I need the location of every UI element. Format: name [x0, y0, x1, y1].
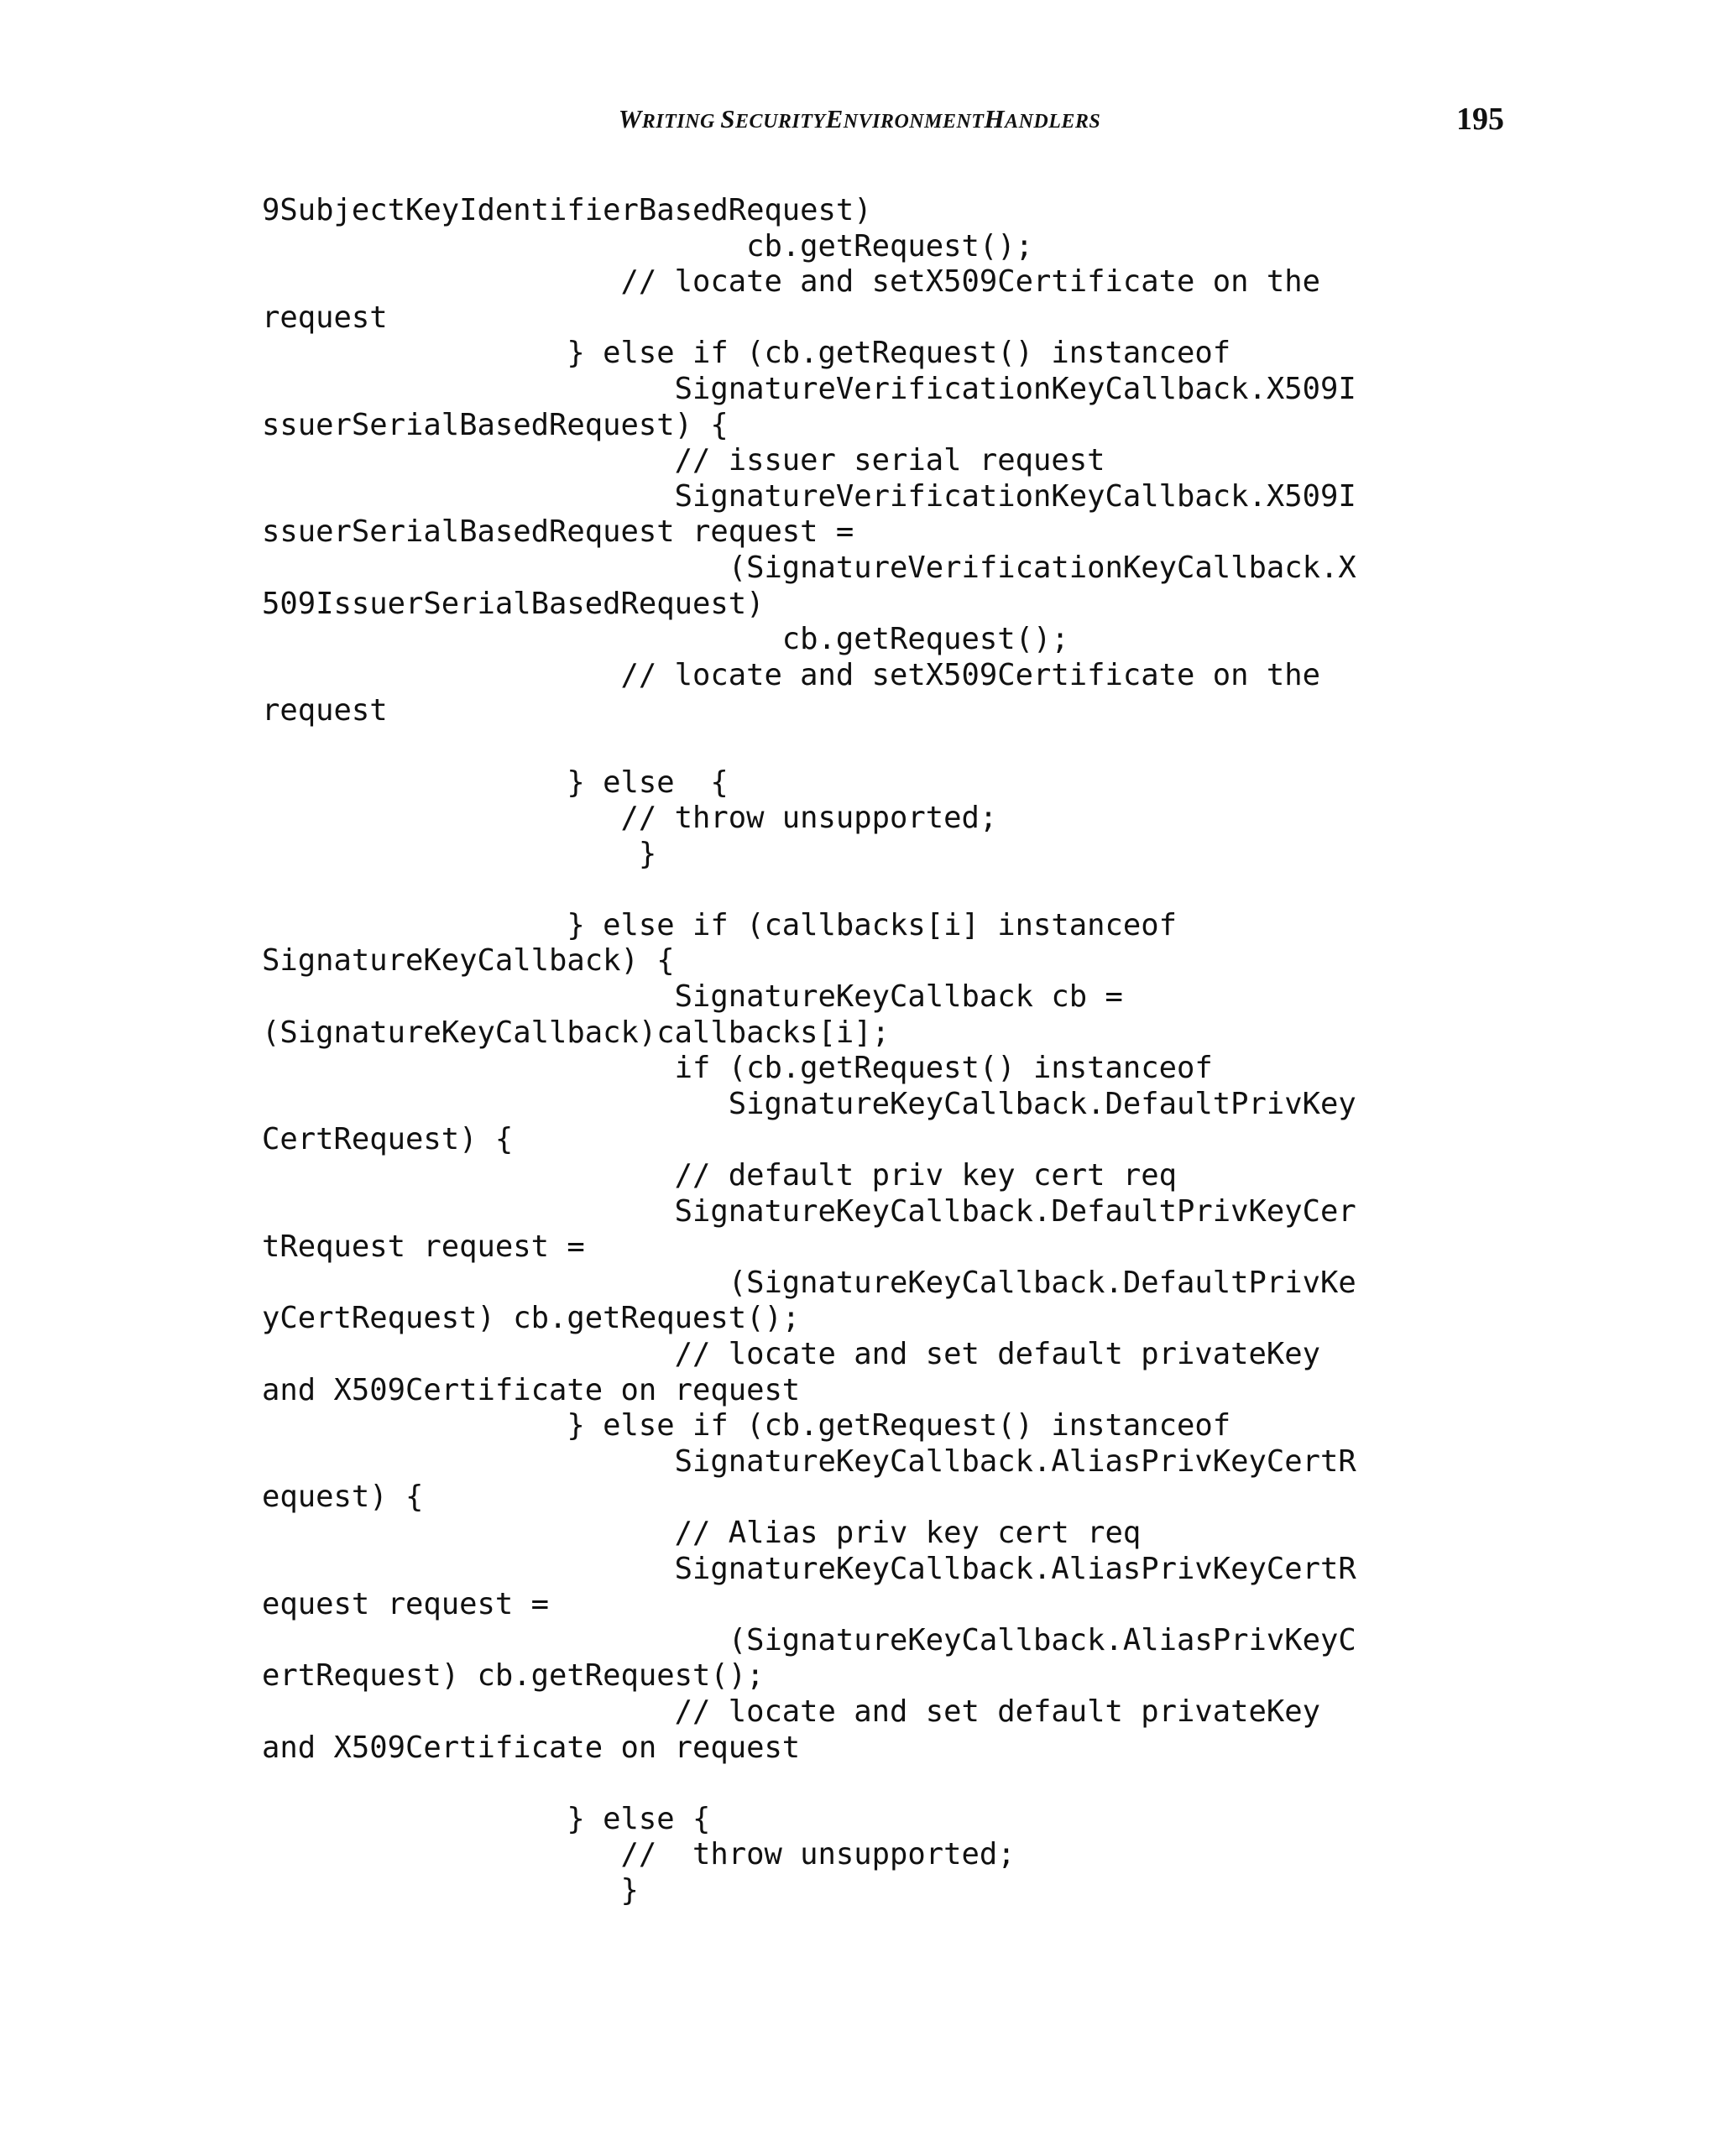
code-line: } else if (cb.getRequest() instanceof: [262, 1408, 1231, 1443]
code-line: yCertRequest) cb.getRequest();: [262, 1301, 801, 1336]
code-line: cb.getRequest();: [262, 228, 1034, 264]
code-line: [262, 872, 1471, 908]
running-head-part: S: [720, 104, 736, 133]
code-line: ssuerSerialBasedRequest request =: [262, 514, 854, 550]
code-line: (SignatureKeyCallback.DefaultPrivKe: [262, 1265, 1356, 1300]
code-line: 509IssuerSerialBasedRequest): [262, 586, 765, 621]
code-line: if (cb.getRequest() instanceof: [262, 1051, 1213, 1086]
code-line: (SignatureVerificationKeyCallback.X: [262, 550, 1356, 585]
running-head-part: NVIRONMENT: [843, 111, 985, 133]
code-line: (SignatureKeyCallback.AliasPrivKeyC: [262, 1622, 1356, 1657]
code-line: request: [262, 300, 388, 335]
code-line: 9SubjectKeyIdentifierBasedRequest): [262, 193, 872, 227]
running-head-part: ECURITY: [735, 111, 826, 133]
code-line: and X509Certificate on request: [262, 1372, 801, 1407]
code-line: }: [262, 1872, 639, 1908]
code-line: }: [262, 836, 657, 871]
code-line: SignatureKeyCallback.DefaultPrivKey: [262, 1086, 1356, 1121]
page-number: 195: [1456, 102, 1504, 137]
running-head-part: H: [984, 104, 1006, 133]
code-line: request: [262, 693, 388, 728]
code-line: SignatureKeyCallback.AliasPrivKeyCertR: [262, 1551, 1356, 1586]
code-line: (SignatureKeyCallback)callbacks[i];: [262, 1015, 891, 1050]
code-line: [262, 1766, 1471, 1802]
code-line: // Alias priv key cert req: [262, 1515, 1142, 1550]
code-line: SignatureKeyCallback.AliasPrivKeyCertR: [262, 1443, 1356, 1479]
running-head-part: RITING: [641, 111, 721, 133]
code-line: equest) {: [262, 1480, 424, 1515]
code-line: // throw unsupported;: [262, 801, 998, 836]
code-line: // locate and setX509Certificate on the: [262, 264, 1320, 300]
running-head-part: E: [825, 104, 844, 133]
code-line: SignatureKeyCallback.DefaultPrivKeyCer: [262, 1193, 1356, 1229]
code-line: // issuer serial request: [262, 443, 1105, 478]
code-line: // throw unsupported;: [262, 1837, 1016, 1872]
code-line: cb.getRequest();: [262, 622, 1069, 657]
code-line: // locate and set default privateKey: [262, 1337, 1320, 1371]
code-line: ssuerSerialBasedRequest) {: [262, 407, 729, 442]
code-line: SignatureVerificationKeyCallback.X509I: [262, 371, 1356, 406]
code-line: } else {: [262, 765, 729, 800]
code-line: SignatureVerificationKeyCallback.X509I: [262, 478, 1356, 514]
code-line: // locate and setX509Certificate on the: [262, 657, 1320, 692]
running-head-part: ANDLERS: [1005, 111, 1101, 133]
code-line: [262, 729, 1471, 765]
code-line: CertRequest) {: [262, 1122, 514, 1157]
code-line: // default priv key cert req: [262, 1158, 1178, 1193]
code-listing: [262, 193, 1471, 1909]
code-line: and X509Certificate on request: [262, 1730, 801, 1765]
code-line: SignatureKeyCallback cb =: [262, 979, 1123, 1015]
code-line: ertRequest) cb.getRequest();: [262, 1658, 765, 1694]
code-line: SignatureKeyCallback) {: [262, 943, 675, 979]
code-line: } else {: [262, 1801, 711, 1836]
code-line: } else if (callbacks[i] instanceof: [262, 907, 1178, 942]
code-line: } else if (cb.getRequest() instanceof: [262, 336, 1231, 371]
code-line: tRequest request =: [262, 1229, 585, 1265]
running-head-part: W: [618, 104, 642, 133]
code-line: // locate and set default privateKey: [262, 1694, 1320, 1729]
code-line: equest request =: [262, 1587, 549, 1622]
page-header: [0, 99, 1719, 149]
